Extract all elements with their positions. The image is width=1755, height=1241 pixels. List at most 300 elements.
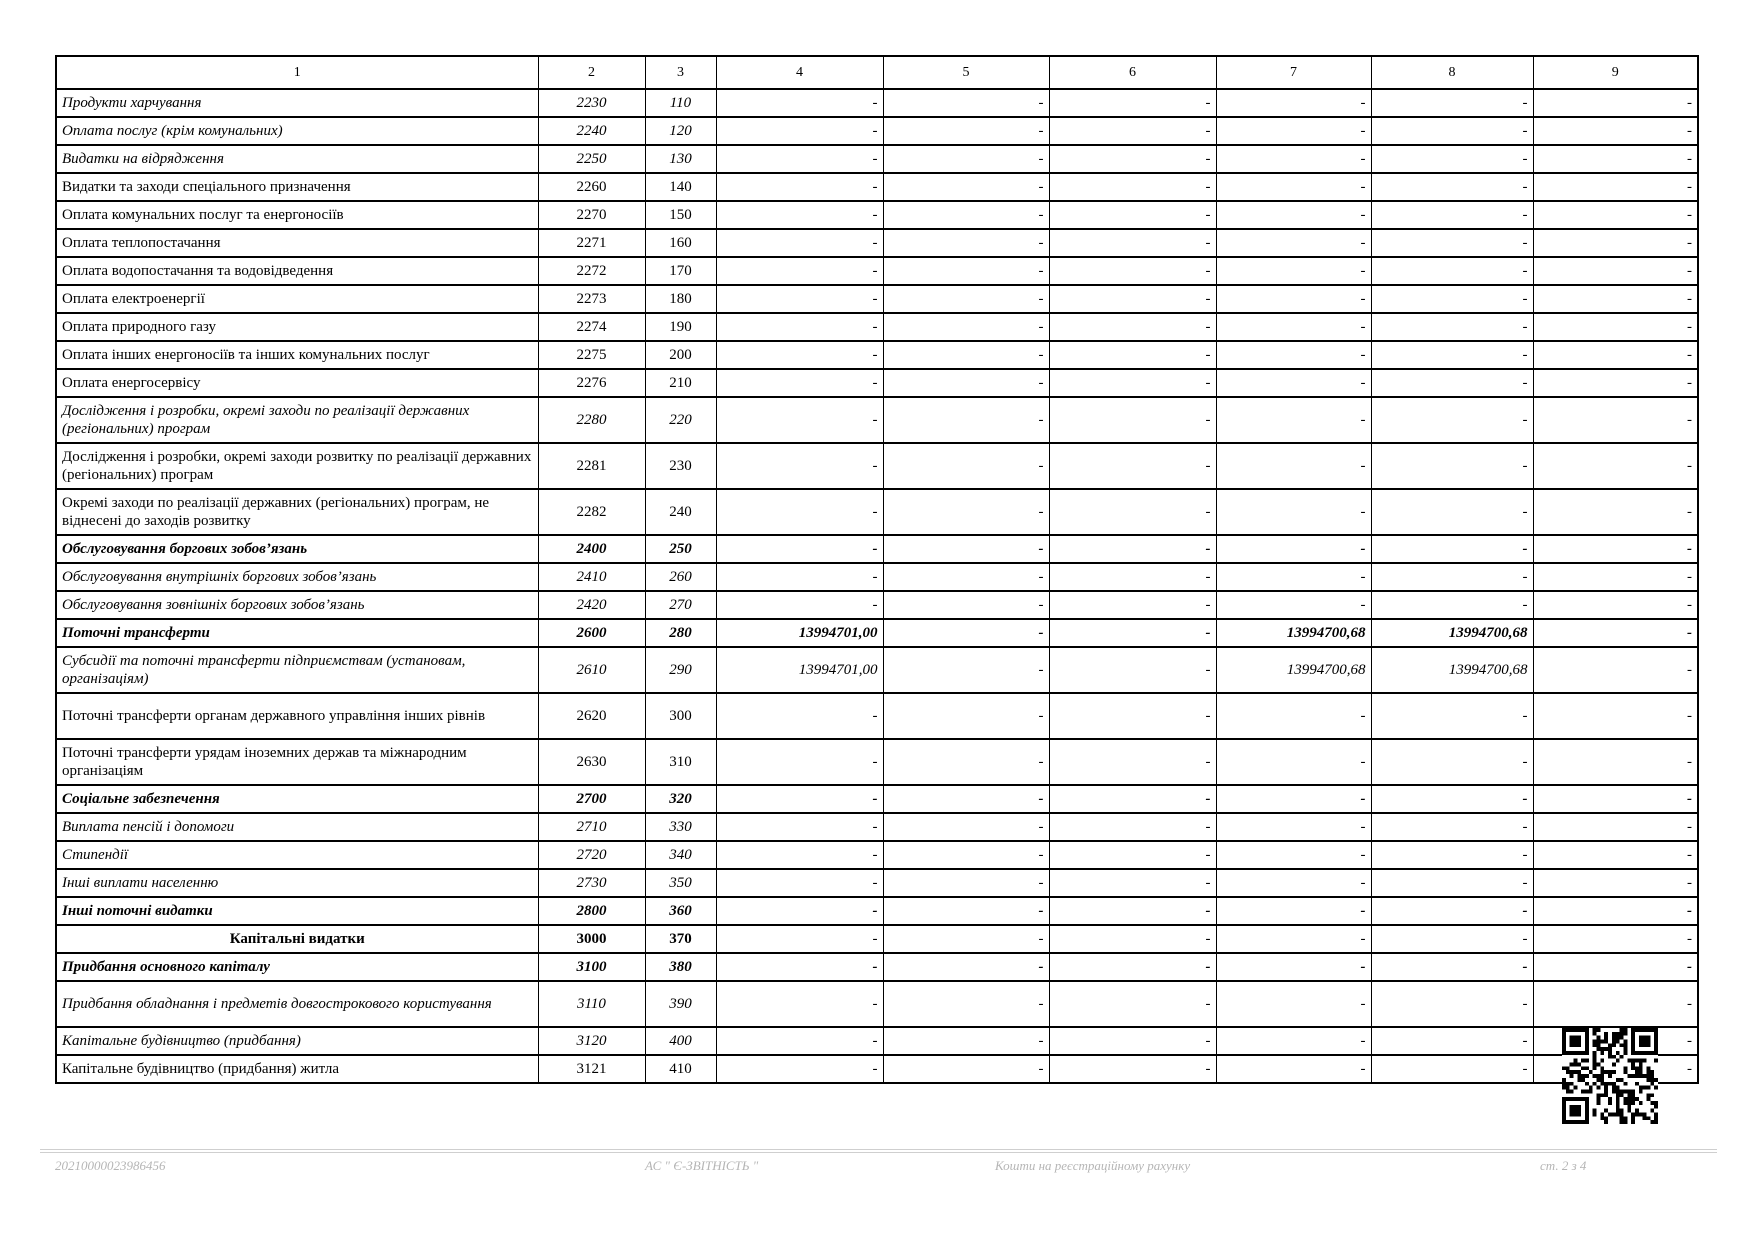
value-cell: - [1533,285,1698,313]
line-code-cell: 150 [645,201,716,229]
value-cell: - [1533,813,1698,841]
value-cell: - [1216,313,1371,341]
value-cell: - [1533,443,1698,489]
table-row [56,229,1698,257]
kekv-code-cell: 3000 [538,925,645,953]
line-code-cell: 400 [645,1027,716,1055]
value-cell: - [1533,841,1698,869]
value-cell: 13994700,68 [1216,619,1371,647]
value-cell: - [1533,369,1698,397]
value-cell: - [883,257,1049,285]
value-cell: - [716,1027,883,1055]
kekv-code-cell: 3100 [538,953,645,981]
value-cell: - [1216,173,1371,201]
value-cell: - [883,813,1049,841]
value-cell: - [1533,201,1698,229]
value-cell: - [716,229,883,257]
value-cell: - [883,313,1049,341]
expense-name-cell: Капітальне будівництво (придбання) [56,1027,538,1055]
value-cell: - [1371,693,1533,739]
expense-name-cell: Субсидії та поточні трансферти підприємствам (установам, організаціям) [56,647,538,693]
value-cell: - [716,397,883,443]
page-indicator: ст. 2 з 4 [1540,1158,1587,1173]
value-cell: - [1533,591,1698,619]
footer-divider [40,1149,1717,1153]
value-cell: - [883,785,1049,813]
value-cell: - [1049,201,1216,229]
value-cell: - [1533,397,1698,443]
value-cell: - [1049,619,1216,647]
value-cell: 13994701,00 [716,619,883,647]
expense-name-cell: Продукти харчування [56,89,538,117]
kekv-code-cell: 2274 [538,313,645,341]
value-cell: - [1049,647,1216,693]
table-row [56,201,1698,229]
value-cell: - [716,925,883,953]
value-cell: - [716,443,883,489]
expense-name-cell: Видатки на відрядження [56,145,538,173]
value-cell: - [716,953,883,981]
expense-name-cell: Інші поточні видатки [56,897,538,925]
value-cell: - [716,313,883,341]
value-cell: - [1371,443,1533,489]
value-cell: - [1216,229,1371,257]
column-number-header: 3 [645,56,716,89]
value-cell: - [1371,1027,1533,1055]
value-cell: - [1533,229,1698,257]
kekv-code-cell: 2420 [538,591,645,619]
value-cell: - [1216,285,1371,313]
value-cell: - [1049,869,1216,897]
budget-expenses-table [55,55,1699,1084]
kekv-code-cell: 2271 [538,229,645,257]
kekv-code-cell: 2281 [538,443,645,489]
kekv-code-cell: 2410 [538,563,645,591]
table-row [56,953,1698,981]
value-cell: - [1533,869,1698,897]
value-cell: - [1049,369,1216,397]
kekv-code-cell: 2400 [538,535,645,563]
expense-name-cell: Капітальне будівництво (придбання) житла [56,1055,538,1083]
value-cell: - [1049,785,1216,813]
value-cell: - [1371,1055,1533,1083]
line-code-cell: 310 [645,739,716,785]
value-cell: - [716,89,883,117]
value-cell: - [1371,981,1533,1027]
value-cell: - [716,201,883,229]
value-cell: - [1533,535,1698,563]
value-cell: - [1533,145,1698,173]
value-cell: - [1371,841,1533,869]
value-cell: - [1371,89,1533,117]
expense-name-cell: Поточні трансферти органам державного управління інших рівнів [56,693,538,739]
value-cell: - [883,117,1049,145]
value-cell: - [1371,285,1533,313]
expense-name-cell: Соціальне забезпечення [56,785,538,813]
line-code-cell: 340 [645,841,716,869]
value-cell: - [883,925,1049,953]
value-cell: - [883,647,1049,693]
expense-name-cell: Виплата пенсій і допомоги [56,813,538,841]
line-code-cell: 210 [645,369,716,397]
table-row [56,785,1698,813]
line-code-cell: 160 [645,229,716,257]
value-cell: - [716,173,883,201]
value-cell: - [716,257,883,285]
value-cell: - [1049,813,1216,841]
line-code-cell: 260 [645,563,716,591]
table-row [56,313,1698,341]
document-number: 20210000023986456 [55,1158,166,1173]
value-cell: - [1216,397,1371,443]
value-cell: - [1049,1055,1216,1083]
value-cell: - [1049,535,1216,563]
line-code-cell: 190 [645,313,716,341]
value-cell: - [1216,1027,1371,1055]
value-cell: - [1371,869,1533,897]
table-row [56,925,1698,953]
value-cell: - [1049,1027,1216,1055]
table-row [56,285,1698,313]
value-cell: - [1216,145,1371,173]
value-cell: - [1533,313,1698,341]
table-row [56,369,1698,397]
value-cell: - [1533,563,1698,591]
value-cell: - [883,173,1049,201]
table-row [56,981,1698,1027]
line-code-cell: 230 [645,443,716,489]
value-cell: - [1216,443,1371,489]
value-cell: - [883,1055,1049,1083]
value-cell: - [1371,257,1533,285]
value-cell: - [1216,869,1371,897]
kekv-code-cell: 2280 [538,397,645,443]
value-cell: - [716,341,883,369]
kekv-code-cell: 3110 [538,981,645,1027]
line-code-cell: 330 [645,813,716,841]
value-cell: - [1533,341,1698,369]
expense-name-cell: Дослідження і розробки, окремі заходи по реалізації державних (регіональних) програм [56,397,538,443]
table-row [56,693,1698,739]
value-cell: - [1371,591,1533,619]
value-cell: - [1216,369,1371,397]
kekv-code-cell: 2250 [538,145,645,173]
value-cell: - [716,591,883,619]
kekv-code-cell: 2730 [538,869,645,897]
table-row [56,1055,1698,1083]
expense-name-cell: Капітальні видатки [56,925,538,953]
kekv-code-cell: 2800 [538,897,645,925]
expense-name-cell: Оплата водопостачання та водовідведення [56,257,538,285]
column-number-header: 8 [1371,56,1533,89]
value-cell: - [1371,489,1533,535]
line-code-cell: 370 [645,925,716,953]
value-cell: - [1049,981,1216,1027]
value-cell: - [1216,201,1371,229]
value-cell: - [1533,1027,1698,1055]
table-row [56,443,1698,489]
value-cell: - [716,693,883,739]
expense-name-cell: Оплата комунальних послуг та енергоносіїв [56,201,538,229]
value-cell: - [1533,785,1698,813]
kekv-code-cell: 2260 [538,173,645,201]
value-cell: - [883,89,1049,117]
expense-name-cell: Поточні трансферти урядам іноземних держав та міжнародним організаціям [56,739,538,785]
value-cell: - [1371,535,1533,563]
value-cell: - [883,369,1049,397]
table-row [56,869,1698,897]
table-row [56,897,1698,925]
value-cell: - [1533,981,1698,1027]
value-cell: - [1371,925,1533,953]
table-row [56,341,1698,369]
kekv-code-cell: 3121 [538,1055,645,1083]
system-name: АС " Є-ЗВІТНІСТЬ " [645,1158,759,1173]
value-cell: - [1049,489,1216,535]
value-cell: - [716,981,883,1027]
value-cell: - [1533,693,1698,739]
value-cell: - [883,341,1049,369]
kekv-code-cell: 2230 [538,89,645,117]
value-cell: - [1216,117,1371,145]
line-code-cell: 280 [645,619,716,647]
column-number-header: 7 [1216,56,1371,89]
value-cell: - [1533,897,1698,925]
line-code-cell: 410 [645,1055,716,1083]
line-code-cell: 250 [645,535,716,563]
value-cell: - [1049,925,1216,953]
value-cell: - [1049,897,1216,925]
value-cell: - [1371,173,1533,201]
kekv-code-cell: 2630 [538,739,645,785]
value-cell: - [883,897,1049,925]
value-cell: - [716,145,883,173]
value-cell: - [1533,257,1698,285]
value-cell: - [1216,785,1371,813]
value-cell: - [883,1027,1049,1055]
value-cell: - [1371,897,1533,925]
report-section: Кошти на реєстраційному рахунку [995,1158,1191,1173]
expense-name-cell: Оплата енергосервісу [56,369,538,397]
line-code-cell: 140 [645,173,716,201]
table-row [56,1027,1698,1055]
line-code-cell: 300 [645,693,716,739]
value-cell: - [1049,173,1216,201]
kekv-code-cell: 2610 [538,647,645,693]
kekv-code-cell: 2282 [538,489,645,535]
value-cell: - [1371,563,1533,591]
value-cell: - [883,739,1049,785]
expense-name-cell: Оплата теплопостачання [56,229,538,257]
value-cell: - [1216,89,1371,117]
line-code-cell: 270 [645,591,716,619]
value-cell: - [716,117,883,145]
table-row [56,813,1698,841]
table-row [56,117,1698,145]
value-cell: - [883,285,1049,313]
value-cell: - [716,285,883,313]
value-cell: - [1216,1055,1371,1083]
value-cell: - [1533,173,1698,201]
value-cell: - [883,693,1049,739]
value-cell: - [1216,953,1371,981]
qr-code [1562,1028,1658,1124]
line-code-cell: 120 [645,117,716,145]
value-cell: 13994700,68 [1371,619,1533,647]
value-cell: - [883,953,1049,981]
column-number-header: 9 [1533,56,1698,89]
expense-name-cell: Оплата послуг (крім комунальних) [56,117,538,145]
kekv-code-cell: 2273 [538,285,645,313]
line-code-cell: 110 [645,89,716,117]
table-row [56,89,1698,117]
value-cell: - [1216,981,1371,1027]
table-row [56,489,1698,535]
expense-name-cell: Поточні трансферти [56,619,538,647]
table-row [56,257,1698,285]
value-cell: - [1533,647,1698,693]
value-cell: - [716,785,883,813]
value-cell: - [1049,89,1216,117]
value-cell: - [1049,341,1216,369]
expense-name-cell: Оплата електроенергії [56,285,538,313]
value-cell: - [1049,563,1216,591]
value-cell: - [1049,591,1216,619]
expense-name-cell: Оплата природного газу [56,313,538,341]
value-cell: - [1049,953,1216,981]
value-cell: - [1371,953,1533,981]
kekv-code-cell: 2620 [538,693,645,739]
value-cell: - [1049,397,1216,443]
value-cell: - [1371,739,1533,785]
value-cell: - [1049,739,1216,785]
value-cell: - [883,489,1049,535]
value-cell: - [1533,117,1698,145]
line-code-cell: 380 [645,953,716,981]
value-cell: - [1049,443,1216,489]
value-cell: - [1216,535,1371,563]
value-cell: - [1216,563,1371,591]
expense-name-cell: Обслуговування зовнішніх боргових зобов’язань [56,591,538,619]
value-cell: 13994700,68 [1216,647,1371,693]
line-code-cell: 350 [645,869,716,897]
value-cell: - [883,443,1049,489]
line-code-cell: 170 [645,257,716,285]
value-cell: - [1216,591,1371,619]
value-cell: - [1371,813,1533,841]
value-cell: - [883,563,1049,591]
expense-name-cell: Придбання основного капіталу [56,953,538,981]
value-cell: - [716,813,883,841]
line-code-cell: 180 [645,285,716,313]
column-number-header: 4 [716,56,883,89]
value-cell: - [883,535,1049,563]
value-cell: - [716,535,883,563]
value-cell: - [1049,117,1216,145]
value-cell: - [1216,925,1371,953]
value-cell: - [1049,841,1216,869]
expense-name-cell: Видатки та заходи спеціального призначення [56,173,538,201]
line-code-cell: 130 [645,145,716,173]
value-cell: - [1371,785,1533,813]
table-row [56,647,1698,693]
column-number-header: 6 [1049,56,1216,89]
value-cell: - [1216,257,1371,285]
value-cell: - [716,489,883,535]
value-cell: - [1216,841,1371,869]
expense-name-cell: Інші виплати населенню [56,869,538,897]
value-cell: - [1216,489,1371,535]
table-row [56,591,1698,619]
value-cell: - [1533,1055,1698,1083]
expense-name-cell: Дослідження і розробки, окремі заходи розвитку по реалізації державних (регіональних) програм [56,443,538,489]
column-number-row [56,56,1698,89]
value-cell: - [883,841,1049,869]
value-cell: - [1049,693,1216,739]
value-cell: - [1049,229,1216,257]
kekv-code-cell: 2270 [538,201,645,229]
value-cell: - [716,869,883,897]
value-cell: - [1371,145,1533,173]
value-cell: - [883,981,1049,1027]
value-cell: - [883,869,1049,897]
expense-name-cell: Придбання обладнання і предметів довгострокового користування [56,981,538,1027]
table-row [56,841,1698,869]
value-cell: - [1216,813,1371,841]
column-number-header: 5 [883,56,1049,89]
expense-name-cell: Оплата інших енергоносіїв та інших комунальних послуг [56,341,538,369]
value-cell: - [883,201,1049,229]
value-cell: - [716,841,883,869]
value-cell: - [1216,341,1371,369]
value-cell: - [1216,897,1371,925]
value-cell: - [1533,619,1698,647]
table-row [56,397,1698,443]
kekv-code-cell: 2720 [538,841,645,869]
value-cell: - [1533,953,1698,981]
table-row [56,535,1698,563]
value-cell: - [716,369,883,397]
kekv-code-cell: 2275 [538,341,645,369]
value-cell: - [1371,397,1533,443]
value-cell: - [716,739,883,785]
kekv-code-cell: 2240 [538,117,645,145]
value-cell: 13994701,00 [716,647,883,693]
value-cell: - [1049,257,1216,285]
line-code-cell: 200 [645,341,716,369]
kekv-code-cell: 2600 [538,619,645,647]
value-cell: - [1371,341,1533,369]
expense-name-cell: Обслуговування внутрішніх боргових зобов’язань [56,563,538,591]
value-cell: - [883,229,1049,257]
kekv-code-cell: 2710 [538,813,645,841]
value-cell: - [1533,739,1698,785]
line-code-cell: 360 [645,897,716,925]
value-cell: - [1533,489,1698,535]
value-cell: - [1371,313,1533,341]
value-cell: - [1049,285,1216,313]
value-cell: - [883,145,1049,173]
table-row [56,145,1698,173]
line-code-cell: 240 [645,489,716,535]
value-cell: - [716,1055,883,1083]
table-row [56,173,1698,201]
expense-name-cell: Окремі заходи по реалізації державних (регіональних) програм, не віднесені до заходів розвитку [56,489,538,535]
value-cell: - [1049,313,1216,341]
line-code-cell: 390 [645,981,716,1027]
kekv-code-cell: 2700 [538,785,645,813]
value-cell: - [883,397,1049,443]
